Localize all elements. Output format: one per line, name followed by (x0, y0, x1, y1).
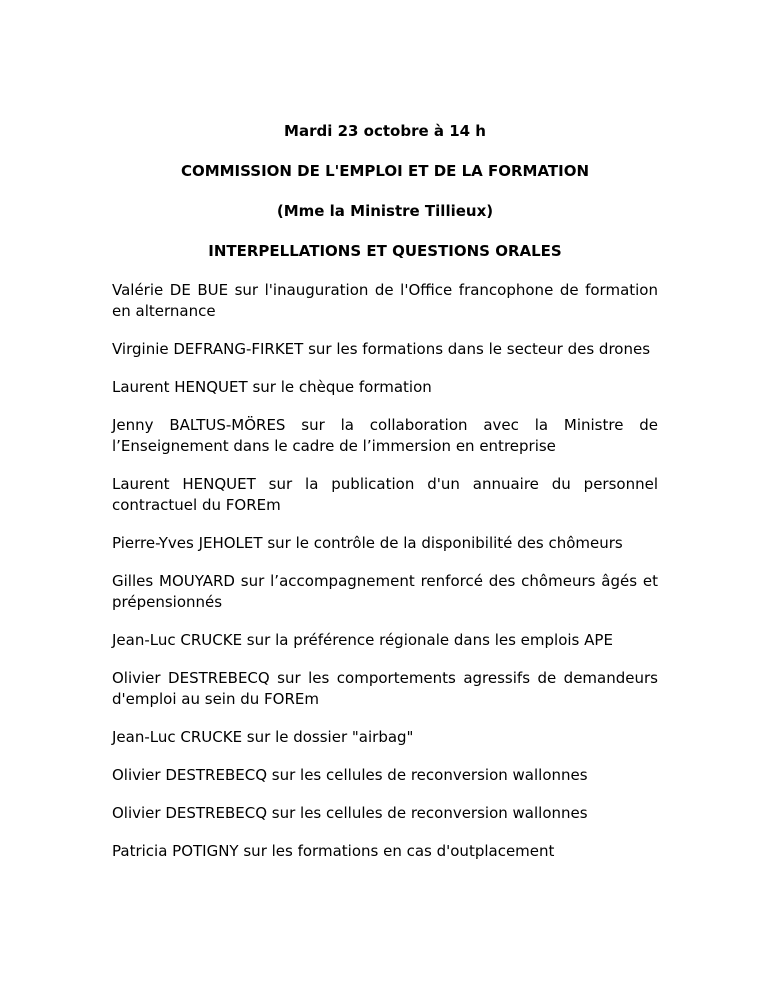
list-item: Olivier DESTREBECQ sur les cellules de reconversion wallonnes (112, 804, 588, 822)
document-page (112, 120, 658, 879)
commission-title: COMMISSION DE L'EMPLOI ET DE LA FORMATION (180, 162, 590, 180)
list-item: Jenny BALTUS-MÖRES sur la collaboration avec la Ministre de l’Enseignement dans le cadre de l’immersion en entreprise (112, 416, 658, 455)
list-item: Jean-Luc CRUCKE sur la préférence régionale dans les emplois APE (112, 631, 613, 649)
minister-name: (Mme la Ministre Tillieux) (276, 202, 494, 220)
list-item: Virginie DEFRANG-FIRKET sur les formations dans le secteur des drones (112, 340, 651, 358)
list-item: Olivier DESTREBECQ sur les cellules de reconversion wallonnes (112, 766, 588, 784)
list-item: Laurent HENQUET sur la publication d'un annuaire du personnel contractuel du FOREm (112, 475, 658, 514)
section-title: INTERPELLATIONS ET QUESTIONS ORALES (208, 242, 562, 260)
list-item: Patricia POTIGNY sur les formations en cas d'outplacement (112, 842, 555, 860)
list-item: Valérie DE BUE sur l'inauguration de l'Office francophone de formation en alternance (112, 281, 658, 320)
meeting-date: Mardi 23 octobre à 14 h (284, 122, 486, 140)
list-item: Gilles MOUYARD sur l’accompagnement renforcé des chômeurs âgés et prépensionnés (112, 572, 658, 611)
list-item: Pierre-Yves JEHOLET sur le contrôle de la disponibilité des chômeurs (112, 534, 623, 552)
list-item: Laurent HENQUET sur le chèque formation (112, 378, 432, 396)
list-item: Olivier DESTREBECQ sur les comportements agressifs de demandeurs d'emploi au sein du FOREm (112, 669, 658, 708)
list-item: Jean-Luc CRUCKE sur le dossier "airbag" (112, 728, 414, 746)
